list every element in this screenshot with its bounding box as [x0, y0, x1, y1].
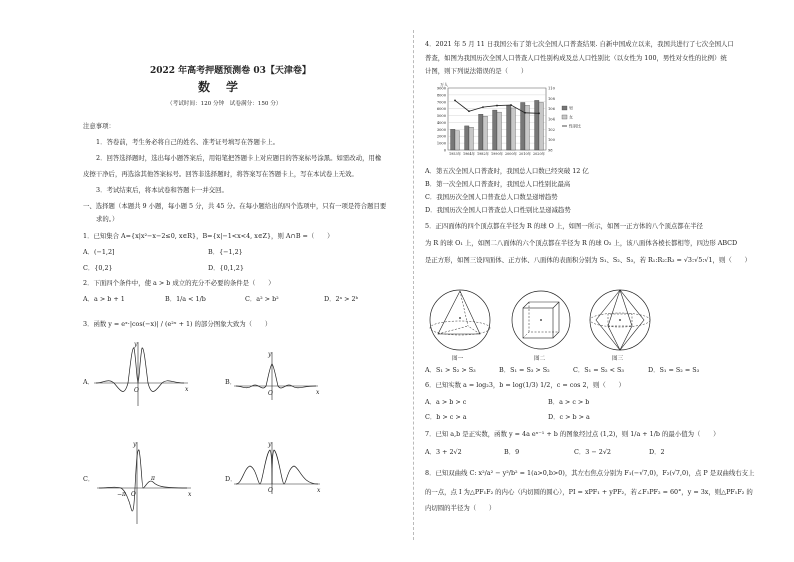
y2-tick-label: 108	[548, 96, 555, 101]
q3b-y-letter: y	[268, 351, 272, 358]
x-tick-label: 1964年	[462, 152, 476, 156]
bar-male	[451, 129, 455, 150]
notes-header: 注意事项：	[83, 122, 115, 130]
q2-option-b: B．1/a < 1/b	[165, 295, 206, 303]
q5-stem-2: 为 R 的球 O₁ 上，如图二八面体的六个顶点都在半径为 R 的球 O₂ 上，该八面体各棱长都相等，四边形 ABCD	[425, 239, 738, 247]
bar-female	[455, 131, 459, 150]
q1-option-a: A．(−1,2]	[83, 248, 115, 256]
figure-caption-2: 图二	[534, 356, 546, 362]
ratio-point	[496, 105, 498, 107]
q3b-x-letter: x	[316, 389, 320, 396]
note-2-cont: 皮擦干净后，再选涂其他答案标号。回答非选择题时，将答案写在答题卡上，写在本试卷上无效。	[83, 170, 358, 178]
bar-male	[507, 105, 511, 150]
q6-option-d: D．c > b > a	[548, 413, 590, 421]
q3-graph-c	[95, 438, 195, 528]
q6-option-b: B．a > c > b	[548, 398, 590, 406]
q1-option-d: D．{0,1,2}	[208, 264, 244, 272]
q5-option-d: D．S₁ = S₂ = S₃	[648, 366, 700, 374]
figure-caption-1: 图一	[452, 356, 464, 362]
y-tick-label: 3000	[436, 127, 446, 132]
ratio-point	[538, 112, 540, 114]
q3d-x-letter: x	[317, 487, 321, 494]
ratio-point	[454, 100, 456, 102]
q3-graph-b	[232, 348, 322, 403]
y-tick-label: 8000	[436, 93, 446, 98]
q7-option-a: A．3 + 2√2	[425, 448, 462, 456]
ratio-point	[468, 110, 470, 112]
q3d-origin: O	[268, 487, 273, 494]
y2-tick-label: 100	[548, 138, 555, 143]
sphere-cube-figure	[510, 288, 572, 352]
q7-option-d: D．2	[649, 448, 665, 456]
bar-female	[511, 108, 515, 150]
q4-option-c: C．我国历次全国人口普查总人口数呈递增趋势	[425, 193, 558, 201]
q1-option-b: B．{−1,2}	[208, 248, 243, 256]
q7-option-b: B．9	[504, 448, 520, 456]
note-1: 1．答卷前，考生务必将自己的姓名、准考证号填写在答题卡上。	[96, 138, 280, 146]
q7-stem: 7．已知 a,b 是正实数，函数 y = 4a eˣ⁻¹ + b 的图象经过点 (1,2)，则 1/a + 1/b 的最小值为（ ）	[425, 430, 720, 438]
bar-female	[525, 105, 529, 150]
q5-stem-3: 是正方形，如图三设四面体、正方体、八面体的表面积分别为 S₁、S₂、S₃，若 R₁:R₂:R₃ = √3:√5:√1，则（ ）	[425, 256, 751, 264]
exam-info: （考试时间：120 分钟 试卷满分：150 分）	[167, 101, 282, 107]
x-tick-label: 2000年	[504, 152, 518, 156]
subject-title: 数 学	[198, 80, 241, 94]
y2-tick-label: 98	[548, 148, 553, 153]
figure-caption-3: 图三	[612, 356, 624, 362]
q5-option-c: C．S₁ = S₂ < S₃	[573, 366, 624, 374]
bar-male	[521, 102, 525, 150]
q8-stem-2: 的一点，点 I 为△PF₁F₂ 的内心（内切圆的圆心），PI = xPF₁ + yPF₂，若∠F₁PF₂ = 60°，y = 3x，则△PF₁F₂ 的	[425, 488, 753, 496]
q4-option-a: A．第五次全国人口普查时，我国总人口数已经突破 12 亿	[425, 167, 589, 175]
bar-female	[469, 127, 473, 150]
q4-stem-3: 计图，则下列说法错误的是（ ）	[425, 67, 528, 75]
y-tick-label: 2000	[436, 134, 446, 139]
q1-option-c: C．{0,2}	[83, 264, 113, 272]
q1-stem: 1．已知集合 A={x|x²−x−2≤0, x∈R}，B={x|−1<x<4, x∈Z}，则 A∩B =（ ）	[83, 232, 334, 240]
q3-label-b: B．	[225, 378, 237, 386]
q7-option-c: C．3 − 2√2	[574, 448, 611, 456]
bar-male	[479, 114, 483, 150]
bar-male	[465, 126, 469, 150]
bar-female	[539, 102, 543, 150]
column-divider	[413, 30, 414, 540]
y-tick-label: 4000	[436, 120, 446, 125]
q4-option-d: D．我国历次全国人口普查总人口性别比呈递减趋势	[425, 206, 571, 214]
x-tick-label: 2020年	[532, 152, 546, 156]
q8-stem-1: 8．已知双曲线 C: x²/a² − y²/b² = 1(a>0,b>0)，其左右焦点分别为 F₁(−√7,0)，F₂(√7,0)，点 P 是双曲线右支上	[425, 469, 755, 477]
q3a-y-letter: y	[134, 341, 138, 348]
q5-option-b: B．S₁ = S₃ > S₂	[499, 366, 550, 374]
y2-tick-label: 106	[548, 107, 555, 112]
ratio-point	[482, 106, 484, 108]
legend-swatch-female	[562, 115, 567, 119]
q3c-origin: O	[131, 491, 136, 498]
section1-heading: 一、选择题（本题共 9 小题，每小题 5 分，共 45 分。在每小题给出的四个选项中，只有一项是符合题目要	[83, 202, 387, 210]
ratio-point	[510, 104, 512, 106]
q6-option-a: A．a > b > c	[425, 398, 467, 406]
q3a-origin: O	[134, 387, 139, 394]
ratio-point	[524, 112, 526, 114]
q8-stem-3: 内切圆的半径为（ ）	[425, 504, 496, 512]
y2-tick-label: 102	[548, 127, 555, 132]
q3-graph-a	[92, 338, 192, 408]
y-axis-unit: 万人	[440, 82, 448, 87]
sphere-octahedron-figure	[588, 288, 652, 352]
bar-female	[497, 112, 501, 150]
x-tick-label: 1990年	[490, 152, 504, 156]
y2-tick-label: 110	[548, 86, 555, 91]
q4-option-b: B．第一次全国人口普查时，我国总人口性别比最高	[425, 180, 571, 188]
q3b-origin: O	[268, 390, 273, 397]
q6-stem: 6．已知实数 a = log₂3，b = log(1/3) 1/2，c = cos 2，则（ ）	[425, 381, 625, 389]
q3-label-a: A．	[83, 378, 95, 386]
paper-title: 2022 年高考押题预测卷 03【天津卷】	[150, 66, 311, 76]
q3a-x-letter: x	[185, 386, 189, 393]
bar-female	[483, 116, 487, 150]
q2-stem: 2．下面四个条件中，使 a > b 成立的充分不必要的条件是（ ）	[83, 279, 275, 287]
q2-option-d: D．2ᵃ > 2ᵇ	[324, 295, 359, 303]
y-tick-label: 1000	[436, 141, 446, 146]
sphere-tetrahedron-figure	[428, 288, 492, 352]
q3c-y-letter: y	[133, 441, 137, 448]
legend-label-female: 女	[569, 114, 573, 120]
y-tick-label: 0	[443, 148, 446, 153]
q5-option-a: A．S₁ > S₂ > S₃	[425, 366, 476, 374]
legend-label-male: 男	[569, 105, 573, 111]
note-3: 3．考试结束后，将本试卷和答题卡一并交回。	[96, 186, 228, 194]
y-tick-label: 6000	[436, 107, 446, 112]
q2-option-a: A．a > b + 1	[83, 295, 125, 303]
q3c-x-letter: x	[188, 491, 192, 498]
legend-swatch-male	[562, 106, 567, 110]
legend-label-ratio: 性别比	[569, 123, 581, 129]
y-tick-label: 7000	[436, 100, 446, 105]
q3c-pi: π	[151, 475, 155, 482]
x-tick-label: 2010年	[518, 152, 532, 156]
y2-tick-label: 104	[548, 117, 555, 122]
q3-graph-d	[232, 438, 324, 496]
q3-label-d: D．	[225, 475, 237, 483]
note-2: 2．回答选择题时，选出每小题答案后，用铅笔把答题卡上对应题目的答案标号涂黑。如需改动，用橡	[96, 154, 382, 162]
q6-option-c: C．b > c > a	[425, 413, 467, 421]
q3d-y-letter: y	[268, 441, 272, 448]
bar-male	[493, 110, 497, 150]
y-tick-label: 9000	[436, 86, 446, 91]
q4-stem-1: 4．2021 年 5 月 11 日我国公布了第七次全国人口普查结果. 自新中国成立以来，我国共进行了七次全国人口	[425, 40, 734, 48]
x-tick-label: 1953年	[448, 152, 462, 156]
section1-heading-cont: 求的。）	[96, 215, 119, 223]
bar-male	[535, 100, 539, 150]
q4-stem-2: 普查，如图为我国历次全国人口普查人口性别构成及总人口性别比（以女性为 100，男性对女性的比例）统	[425, 54, 727, 62]
q5-stem-1: 5．正四面体的四个顶点都在半径为 R 的球 O 上，如图一所示，如图一正方体的八个顶点都在半径	[425, 222, 703, 230]
q3-label-c: C．	[83, 475, 95, 483]
q3c-neg-pi: −π	[117, 491, 126, 498]
y-tick-label: 5000	[436, 114, 446, 119]
x-tick-label: 1982年	[476, 152, 490, 156]
population-chart	[428, 80, 598, 162]
q2-option-c: C．a² > b²	[245, 295, 279, 303]
q3-stem: 3．函数 y = eˣ·|cos(−x)| / (e²ˣ + 1) 的部分图象大致为（ ）	[83, 320, 272, 328]
